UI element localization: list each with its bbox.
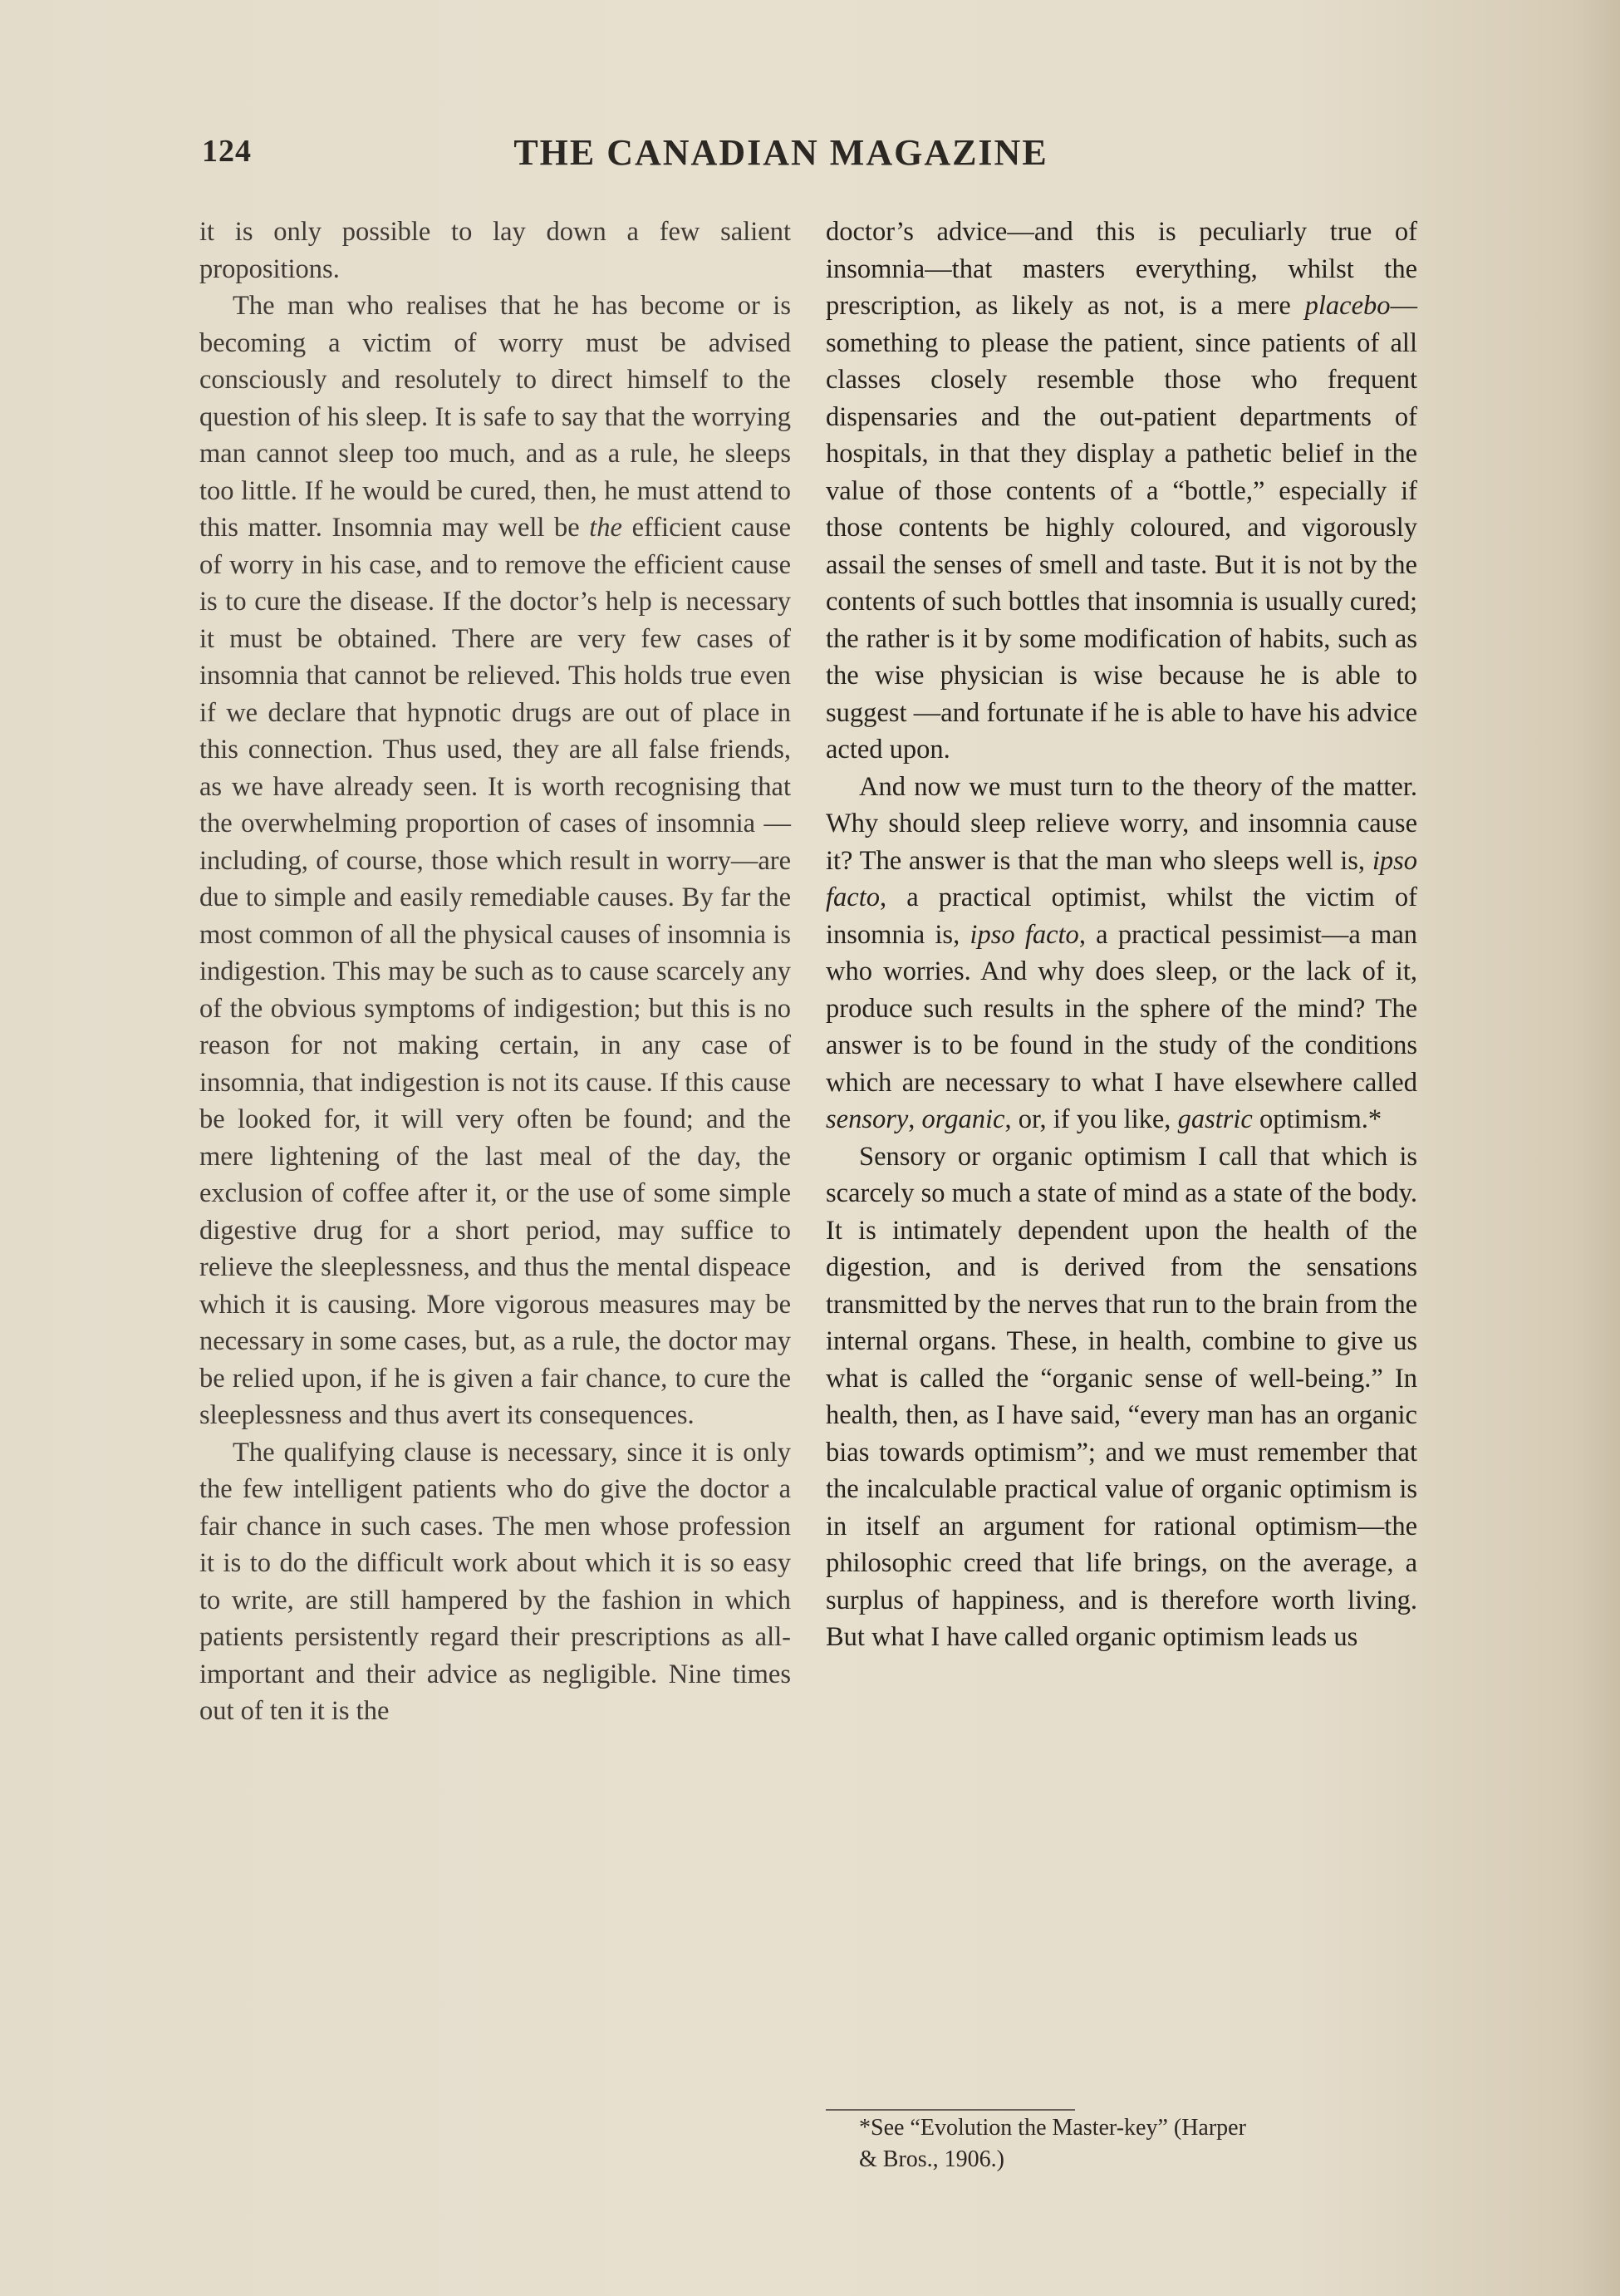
page-number: 124 xyxy=(202,134,252,169)
right-paragraph-2-text-f: optimism.* xyxy=(1252,1104,1382,1134)
right-paragraph-2-text-a: And now we must turn to the theory of the matter. Why should sleep relieve worry, and insomnia cause it? The answer is that the man who sleeps well is, xyxy=(826,771,1417,876)
right-paragraph-2-italic-organic: organic xyxy=(921,1104,1005,1134)
running-head: THE CANADIAN MAGAZINE xyxy=(513,132,1048,173)
right-paragraph-1-italic-placebo: placebo xyxy=(1304,291,1391,321)
left-column xyxy=(199,214,791,1730)
left-paragraph-2-text-b: efficient cause of worry in his case, and to remove the efficient cause is to cure the disease. If the doctor’s help is necessary it must be obtained. There are very few cases of insomnia that cannot be relieved. This holds true even if we declare that hypnotic drugs are out of place in this connection. Thus used, they are all false friends, as we have already seen. It is worth recognising that the overwhelming proportion of cases of insomnia —including, of course, those which result in worry—are due to simple and easily remediable causes. By far the most common of all the physical causes of insomnia is indigestion. This may be such as to cause scarcely any of the obvious symptoms of indigestion; but this is no reason for not making certain, in any case of insomnia, that indigestion is not its cause. If this cause be looked for, it will very often be found; and the mere lightening of the last meal of the day, the exclusion of coffee after it, or the use of some simple digestive drug for a short period, may suffice to relieve the sleeplessness, and thus the mental dispeace which it is causing. More vigorous measures may be necessary in some cases, but, as a rule, the doctor may be relied upon, if he is given a fair chance, to cure the sleeplessness and thus avert its consequences. xyxy=(199,513,791,1430)
right-paragraph-2-italic-gastric: gastric xyxy=(1177,1104,1253,1134)
footnote-line-2: & Bros., 1906.) xyxy=(859,2146,1004,2172)
left-paragraph-2-italic-the: the xyxy=(589,513,622,543)
footnote xyxy=(826,2112,1417,2176)
right-column xyxy=(826,214,1417,1656)
right-paragraph-1-text-b: —something to please the patient, since patients of all classes closely resemble those who frequent dispensaries and the out-patient departments of hospitals, in that they display a pathetic belief in the value of those contents of a “bottle,” especially if those contents be highly coloured, and vigorously assail the senses of smell and taste. But it is not by the contents of such bottles that insomnia is usually cured; the rather is it by some modification of habits, such as the wise physician is wise because he is able to suggest —and fortunate if he is able to have his advice acted upon. xyxy=(826,291,1417,765)
right-paragraph-2-italic-ipso-facto-1: ipso facto xyxy=(826,845,1417,912)
right-paragraph-2-text-d: , xyxy=(908,1104,922,1134)
right-paragraph-3: Sensory or organic optimism I call that which is scarcely so much a state of mind as a state of the body. It is intimately dependent upon the health of the digestion, and is derived from the sensations transmitted by the nerves that run to the brain from the internal organs. These, in health, combine to give us what is called the “organic sense of well-being.” In health, then, as I have said, “every man has an organic bias towards optimism”; and we must remember that the incalculable practical value of organic optimism is in itself an argument for rational optimism—the philosophic creed that life brings, on the average, a surplus of happiness, and is therefore worth living. But what I have called organic optimism leads us xyxy=(826,1141,1417,1652)
left-paragraph-3: The qualifying clause is necessary, since it is only the few intelligent patients who do give the doctor a fair chance in such cases. The men whose profession it is to do the difficult work about which it is so easy to write, are still hampered by the fashion in which patients persistently regard their prescriptions as all-important and their advice as negligible. Nine times out of ten it is the xyxy=(199,1437,791,1726)
right-paragraph-2 xyxy=(826,769,1417,1138)
right-paragraph-2-text-c: , a practical pessimist—a man who worries. And why does sleep, or the lack of it, produce such results in the sphere of the mind? The answer is to be found in the study of the conditions which are necessary to what I have elsewhere called xyxy=(826,919,1417,1098)
right-paragraph-2-text-e: , or, if you like, xyxy=(1004,1104,1178,1134)
left-paragraph-2-text-a: The man who realises that he has become or is becoming a victim of worry must be advised consciously and resolutely to direct himself to the question of his sleep. It is safe to say that the worrying man cannot sleep too much, and as a rule, he sleeps too little. If he would be cured, then, he must attend to this matter. Insomnia may well be xyxy=(199,291,791,543)
footnote-line-1: *See “Evolution the Master-key” (Harper xyxy=(859,2115,1246,2141)
footnote-rule xyxy=(826,2109,1075,2111)
left-paragraph-2 xyxy=(199,288,791,1434)
right-paragraph-2-italic-sensory: sensory xyxy=(826,1104,909,1134)
left-paragraph-1: it is only possible to lay down a few salient propositions. xyxy=(199,217,791,284)
right-paragraph-2-italic-ipso-facto-2: ipso facto xyxy=(970,919,1079,950)
right-paragraph-2-text-b: , a practical optimist, whilst the victim of insomnia is, xyxy=(826,883,1417,950)
right-paragraph-1-text-a: doctor’s advice—and this is peculiarly true of insomnia—that masters everything, whilst the prescription, as likely as not, is a mere xyxy=(826,217,1417,321)
right-paragraph-1 xyxy=(826,214,1417,769)
